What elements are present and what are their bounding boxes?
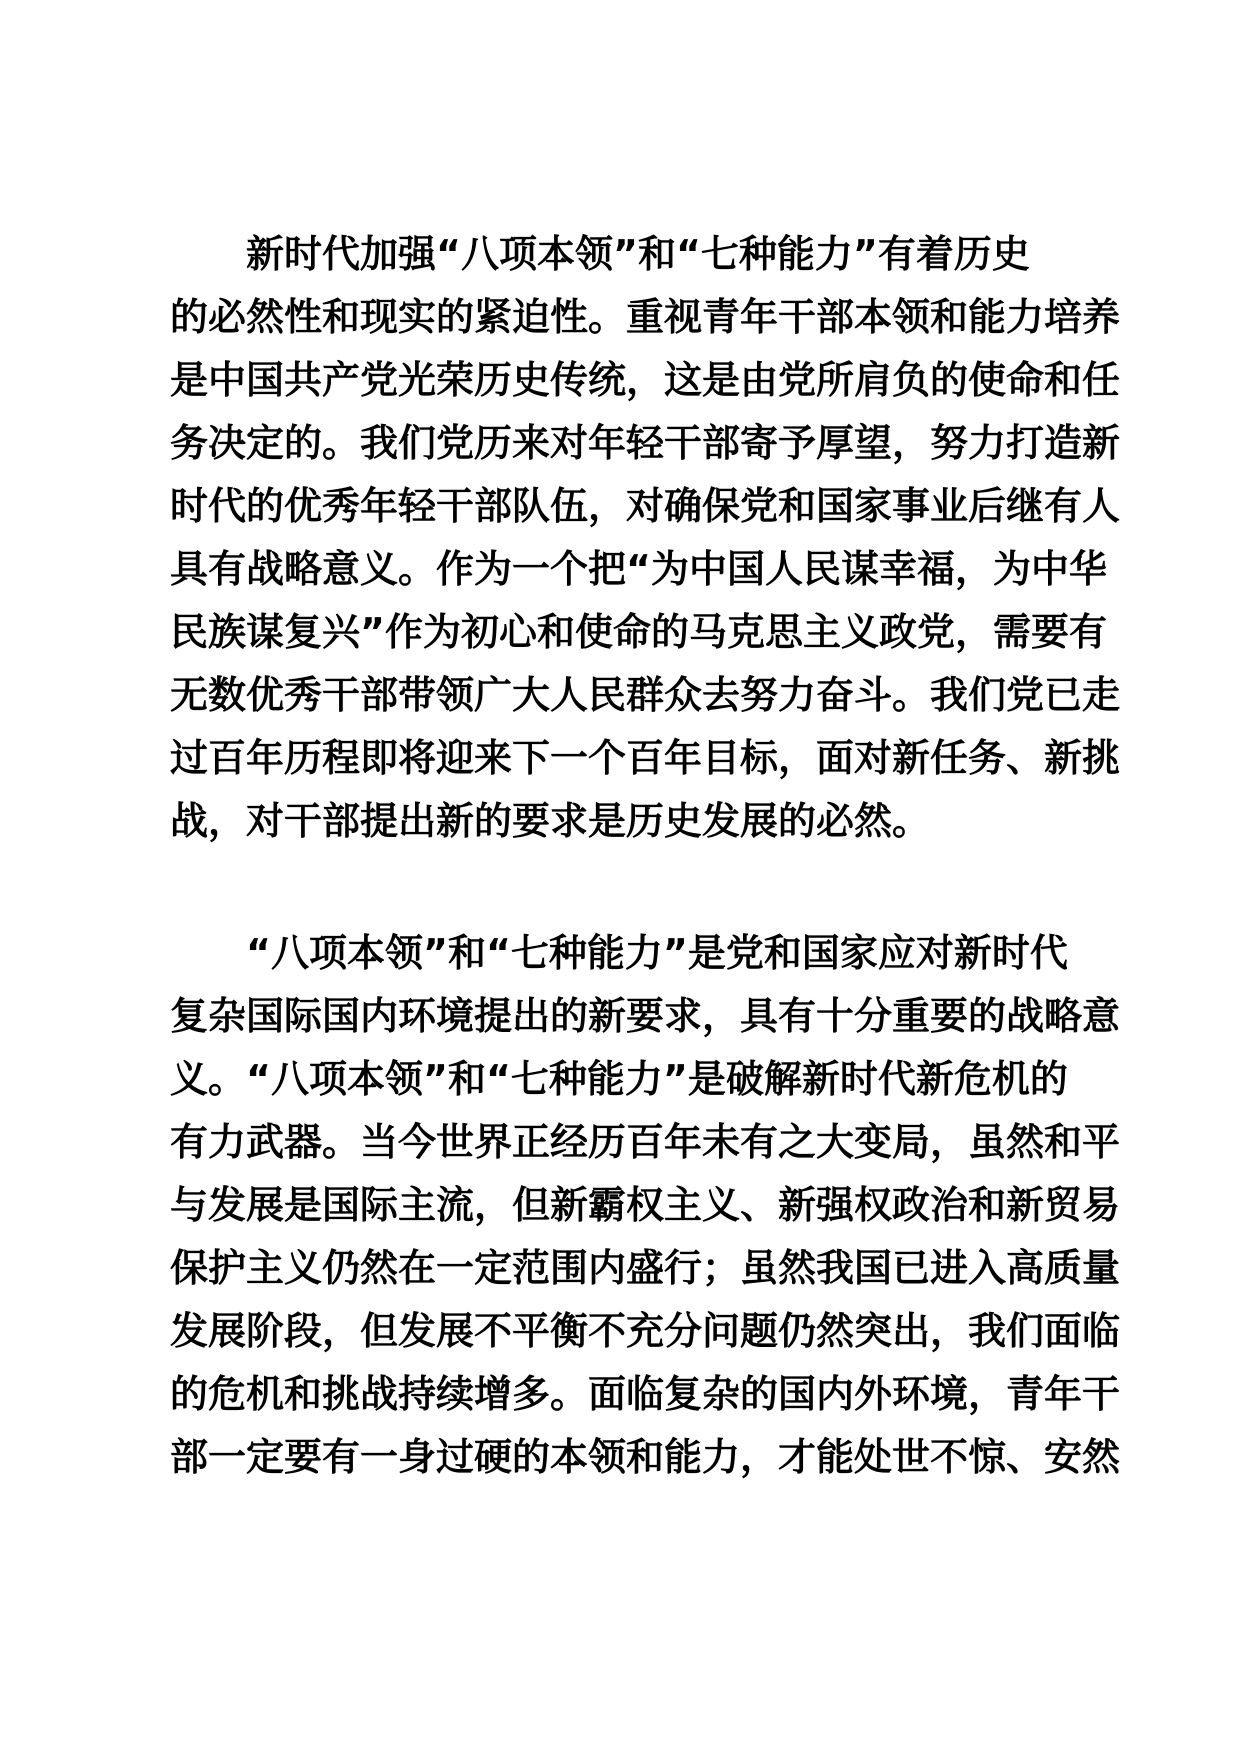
- paragraph-line: 务决定的。我们党历来对年轻干部寄予厚望，努力打造新: [170, 421, 1121, 465]
- paragraph-line: 发展阶段，但发展不平衡不充分问题仍然突出，我们面临: [170, 1309, 1121, 1353]
- paragraph-2: [170, 922, 1121, 1489]
- paragraph-line: 过百年历程即将迎来下一个百年目标，面对新任务、新挑: [170, 736, 1121, 780]
- paragraph-line: 义。“八项本领”和“七种能力”是破解新时代新危机的: [170, 1057, 1068, 1101]
- paragraph-line: 与发展是国际主流，但新霸权主义、新强权政治和新贸易: [170, 1183, 1121, 1227]
- paragraph-line: “八项本领”和“七种能力”是党和国家应对新时代: [246, 931, 1068, 975]
- paragraph-line: 部一定要有一身过硬的本领和能力，才能处世不惊、安然: [170, 1435, 1121, 1479]
- paragraph-line: 新时代加强“八项本领”和“七种能力”有着历史: [246, 232, 1030, 276]
- paragraph-line: 无数优秀干部带领广大人民群众去努力奋斗。我们党已走: [170, 673, 1121, 717]
- paragraph-line: 的危机和挑战持续增多。面临复杂的国内外环境，青年干: [170, 1372, 1121, 1416]
- paragraph-line: 具有战略意义。作为一个把“为中国人民谋幸福，为中华: [170, 547, 1107, 591]
- paragraph-line: 是中国共产党光荣历史传统，这是由党所肩负的使命和任: [170, 358, 1121, 402]
- paragraph-line: 民族谋复兴”作为初心和使命的马克思主义政党，需要有: [170, 610, 1107, 654]
- paragraph-line: 的必然性和现实的紧迫性。重视青年干部本领和能力培养: [170, 295, 1121, 339]
- paragraph-line: 战，对干部提出新的要求是历史发展的必然。: [170, 799, 931, 843]
- paragraph-1: [170, 223, 1121, 853]
- paragraph-line: 时代的优秀年轻干部队伍，对确保党和国家事业后继有人: [170, 484, 1121, 528]
- paragraph-line: 有力武器。当今世界正经历百年未有之大变局，虽然和平: [170, 1120, 1121, 1164]
- paragraph-line: 保护主义仍然在一定范围内盛行；虽然我国已进入高质量: [170, 1246, 1121, 1290]
- paragraph-line: 复杂国际国内环境提出的新要求，具有十分重要的战略意: [170, 994, 1121, 1038]
